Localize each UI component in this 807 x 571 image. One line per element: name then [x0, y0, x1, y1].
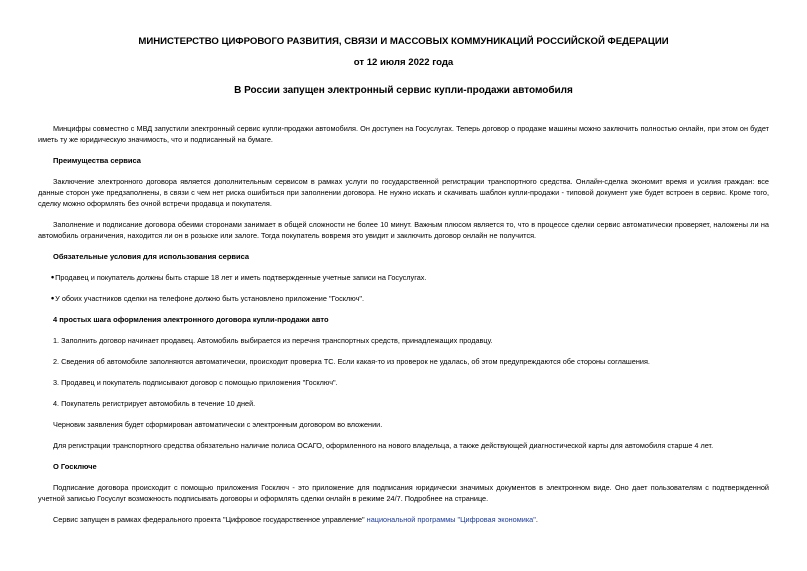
- condition-item: [38, 293, 769, 304]
- intro-paragraph: Минцифры совместно с МВД запустили электронный сервис купли-продажи автомобиля. Он доступен на Госуслугах. Теперь договор о продаже машины можно заключить полностью онлайн, при этом он будет иметь ту же юридическую значимость, что и подписанный на бумаге.: [38, 124, 769, 144]
- condition-text: Продавец и покупатель должны быть старше 18 лет и иметь подтвержденные учетные записи на Госуслугах.: [55, 273, 427, 282]
- bullet-icon: •: [51, 293, 55, 303]
- steps-heading: 4 простых шага оформления электронного договора купли-продажи авто: [53, 315, 329, 324]
- step-item: 3. Продавец и покупатель подписывают договор с помощью приложения "Госключ".: [53, 378, 338, 387]
- condition-item: [38, 272, 769, 283]
- conditions-heading: Обязательные условия для использования сервиса: [53, 252, 250, 261]
- digital-economy-link[interactable]: национальной программы "Цифровая экономика": [366, 515, 536, 524]
- footer-paragraph: [38, 514, 769, 525]
- footer-end: .: [535, 515, 538, 524]
- document-date: от 12 июля 2022 года: [353, 57, 454, 68]
- goskey-heading: О Госключе: [53, 462, 97, 471]
- advantages-heading: Преимущества сервиса: [53, 156, 141, 165]
- steps-note-draft: Черновик заявления будет сформирован автоматически с электронным договором во вложении.: [53, 420, 383, 429]
- step-item: 1. Заполнить договор начинает продавец. Автомобиль выбирается из перечня транспортных средств, принадлежащих продавцу.: [53, 336, 493, 345]
- footer-text: Сервис запущен в рамках федерального проекта "Цифровое государственное управление": [53, 515, 367, 524]
- goskey-paragraph: Подписание договора происходит с помощью приложения Госключ - это приложение для подписания юридически значимых документов в электронном виде. Оно дает пользователям с подтвержденной учетной записью Госуслуг возможность подписывать договоры и оформлять сделки онлайн в режиме 24/7. Подробнее на странице.: [38, 483, 769, 503]
- steps-note-osago: Для регистрации транспортного средства обязательно наличие полиса ОСАГО, оформленного на нового владельца, а также действующей диагностической карты для автомобиля старше 4 лет.: [53, 441, 714, 450]
- advantages-paragraph-2: Заполнение и подписание договора обеими сторонами занимает в общей сложности не более 10 минут. Важным плюсом является то, что в процессе сделки сервис автоматически проверяет, наложены ли на автомобиль ограничения, находится ли он в розыске или залоге. Тогда покупатель вовремя это увидит и заключить договор онлайн не получится.: [38, 220, 769, 240]
- advantages-paragraph-1: Заключение электронного договора является дополнительным сервисом в рамках услуги по государственной регистрации транспортного средства. Онлайн-сделка экономит время и усилия граждан: все данные сторон уже предзаполнены, в связи с чем нет риска ошибиться при заполнении договора. Не нужно искать и скачивать шаблон купли-продажи - типовой документ уже будет встроен в сервис. Кроме того, сделку можно оформлять без очной встречи продавца и покупателя.: [38, 177, 769, 208]
- condition-text: У обоих участников сделки на телефоне должно быть установлено приложение "Госключ".: [55, 294, 364, 303]
- bullet-icon: •: [51, 272, 55, 282]
- step-item: 4. Покупатель регистрирует автомобиль в течение 10 дней.: [53, 399, 256, 408]
- step-item: 2. Сведения об автомобиле заполняются автоматически, происходит проверка ТС. Если какая-то из проверок не удалась, об этом предупреждаются обе стороны соглашения.: [53, 357, 650, 366]
- document-body: [38, 123, 769, 525]
- ministry-name: МИНИСТЕРСТВО ЦИФРОВОГО РАЗВИТИЯ, СВЯЗИ И МАССОВЫХ КОММУНИКАЦИЙ РОССИЙСКОЙ ФЕДЕРАЦИИ: [138, 36, 669, 47]
- document-title: В России запущен электронный сервис купли-продажи автомобиля: [234, 85, 573, 96]
